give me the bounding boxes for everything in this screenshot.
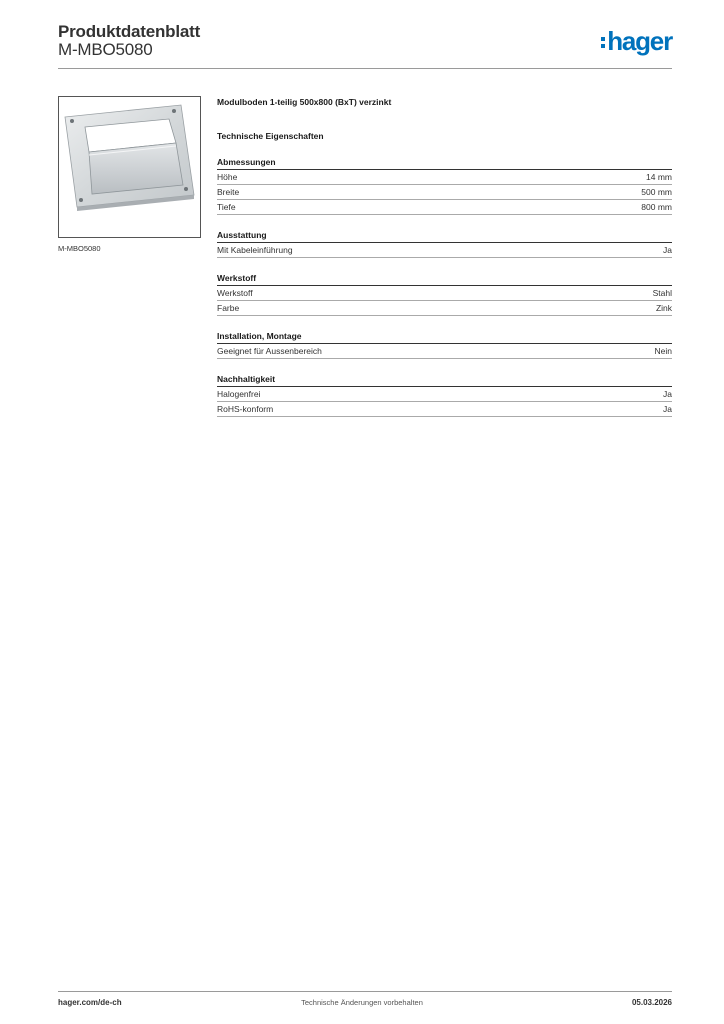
- spec-value: Nein: [654, 346, 672, 356]
- spec-value: Stahl: [652, 288, 672, 298]
- spec-row: [217, 286, 672, 301]
- spec-value: 800 mm: [641, 202, 672, 212]
- section-title: Werkstoff: [217, 272, 672, 286]
- spec-label: Farbe: [217, 303, 240, 313]
- spec-value: Ja: [663, 404, 672, 414]
- section-abmessungen: [217, 156, 672, 215]
- spec-label: Halogenfrei: [217, 389, 261, 399]
- spec-row: [217, 170, 672, 185]
- footer-divider: [58, 991, 672, 992]
- hager-logo: [601, 28, 672, 54]
- module-floor-plate-image: [59, 97, 200, 237]
- product-details: [217, 96, 672, 417]
- header-divider: [58, 68, 672, 69]
- tech-properties-title: Technische Eigenschaften: [217, 131, 324, 141]
- spec-label: Geeignet für Aussenbereich: [217, 346, 322, 356]
- image-caption: M-MBO5080: [58, 244, 101, 253]
- section-title: Installation, Montage: [217, 330, 672, 344]
- footer-website-link[interactable]: hager.com/de-ch: [58, 998, 122, 1007]
- hager-dots-icon: [601, 37, 605, 48]
- page-header: [58, 22, 672, 70]
- section-installation: [217, 330, 672, 359]
- logo-text: hager: [607, 26, 672, 56]
- spec-value: Ja: [663, 389, 672, 399]
- spec-value: 14 mm: [646, 172, 672, 182]
- spec-row: [217, 344, 672, 359]
- section-title: Nachhaltigkeit: [217, 373, 672, 387]
- spec-label: Werkstoff: [217, 288, 253, 298]
- spec-label: RoHS-konform: [217, 404, 274, 414]
- spec-row: [217, 185, 672, 200]
- section-title: Abmessungen: [217, 156, 672, 170]
- document-title: Produktdatenblatt: [58, 22, 201, 41]
- article-number: M-MBO5080: [58, 40, 153, 59]
- footer-date: 05.03.2026: [631, 998, 672, 1007]
- spec-value: Ja: [663, 245, 672, 255]
- product-name: Modulboden 1-teilig 500x800 (BxT) verzinkt: [217, 97, 392, 107]
- spec-row: [217, 402, 672, 417]
- section-title: Ausstattung: [217, 229, 672, 243]
- section-nachhaltigkeit: [217, 373, 672, 417]
- spec-label: Höhe: [217, 172, 238, 182]
- section-werkstoff: [217, 272, 672, 316]
- spec-row: [217, 387, 672, 402]
- spec-row: [217, 243, 672, 258]
- section-ausstattung: [217, 229, 672, 258]
- spec-value: Zink: [655, 303, 672, 313]
- spec-label: Tiefe: [217, 202, 236, 212]
- spec-row: [217, 200, 672, 215]
- spec-label: Mit Kabeleinführung: [217, 245, 293, 255]
- spec-row: [217, 301, 672, 316]
- spec-value: 500 mm: [641, 187, 672, 197]
- product-image: [58, 96, 201, 238]
- spec-label: Breite: [217, 187, 240, 197]
- footer-note: Technische Änderungen vorbehalten: [301, 998, 423, 1007]
